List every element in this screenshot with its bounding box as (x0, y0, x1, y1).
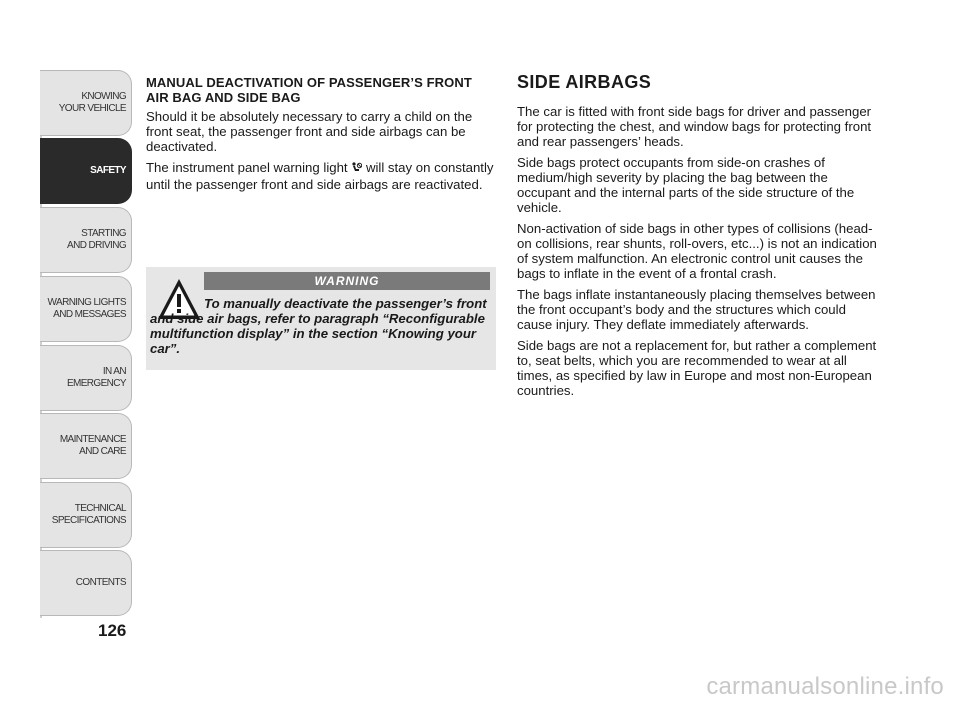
tab-warning-lights-and-messages[interactable] (40, 276, 132, 342)
tab-label: WARNING LIGHTS AND MESSAGES (47, 297, 126, 320)
tab-label: KNOWING YOUR VEHICLE (58, 91, 126, 114)
paragraph: Side bags are not a replacement for, but rather a complement to, seat belts, which you are recommended to wear at all times, as specified by law in Europe and most non-European countries. (517, 338, 877, 398)
page-number: 126 (98, 621, 127, 640)
paragraph: The car is fitted with front side bags for driver and passenger for protecting the chest, and window bags for protecting front and rear passengers’ heads. (517, 104, 872, 149)
paragraph: Non-activation of side bags in other types of collisions (head-on collisions, rear shunts, roll-overs, etc...) is not an indication of system malfunction. An electronic control unit causes the bags to inflate in the event of a frontal crash. (517, 221, 877, 281)
tab-in-an-emergency[interactable] (40, 345, 132, 411)
left-column (146, 75, 496, 198)
paragraph: The instrument panel warning light will stay on constantly until the passenger front and side airbags are reactivated. (146, 160, 494, 192)
tab-label: MAINTENANCE AND CARE (59, 434, 126, 457)
tab-contents[interactable] (40, 550, 132, 616)
tab-starting-and-driving[interactable] (40, 207, 132, 273)
tab-maintenance-and-care[interactable] (40, 413, 132, 479)
paragraph: The bags inflate instantaneously placing themselves between the front occupant’s body and the structures which could cause injury. They deflate immediately afterwards. (517, 287, 876, 332)
tab-label: CONTENTS (75, 577, 126, 588)
tab-label: STARTING AND DRIVING (67, 228, 126, 251)
right-column (517, 72, 877, 404)
warning-header: WARNING (204, 272, 490, 290)
tab-safety[interactable] (40, 138, 132, 204)
tab-knowing-your-vehicle[interactable] (40, 70, 132, 136)
watermark: carmanualsonline.info (706, 673, 944, 700)
tab-technical-specifications[interactable] (40, 482, 132, 548)
section-title: SIDE AIRBAGS (517, 72, 652, 92)
tab-label: IN AN EMERGENCY (66, 366, 126, 389)
paragraph: Side bags protect occupants from side-on crashes of medium/high severity by placing the bag between the occupant and the internal parts of the side structure of the vehicle. (517, 155, 855, 215)
tab-label: SAFETY (90, 165, 126, 176)
section-heading: MANUAL DEACTIVATION OF PASSENGER’S FRONT AIR BAG AND SIDE BAG (146, 75, 472, 105)
passenger-airbag-off-icon (351, 162, 362, 177)
warning-text: To manually deactivate the passenger’s front and side air bags, refer to paragraph “Reconfigurable multifunction display” in the section “Knowing your car”. (150, 296, 487, 356)
paragraph: Should it be absolutely necessary to carry a child on the front seat, the passenger front and side airbags can be deactivated. (146, 109, 473, 154)
tab-label: TECHNICAL SPECIFICATIONS (51, 503, 126, 526)
warning-box (146, 267, 496, 370)
